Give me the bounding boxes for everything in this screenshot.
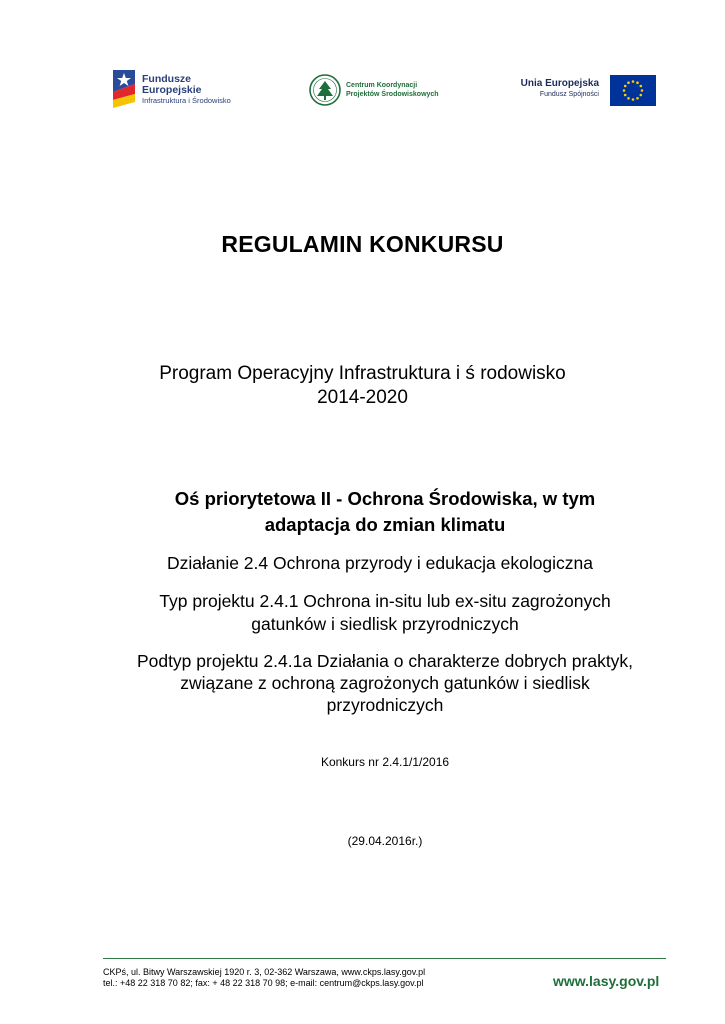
logo-row [0, 68, 725, 116]
fe-logo-line1: Fundusze [142, 73, 191, 85]
footer-website-link[interactable]: www.lasy.gov.pl [553, 973, 660, 989]
eu-logo-line2: Fundusz Spójności [539, 91, 599, 98]
axis-line-1: Oś priorytetowa II - Ochrona Środowiska, w tym [174, 488, 596, 509]
unia-europejska-logo [516, 74, 656, 108]
ckps-tree-icon [309, 74, 341, 106]
contest-number: Konkurs nr 2.4.1/1/2016 [320, 755, 450, 769]
ckps-logo-line1: Centrum Koordynacji [346, 82, 418, 89]
fe-logo-line2: Europejskie [142, 84, 202, 96]
program-line-2: 2014-2020 [317, 387, 408, 408]
project-type [0, 590, 725, 636]
subtype-line-2: związane z ochroną zagrożonych gatunków i siedlisk [180, 673, 590, 693]
priority-axis [0, 486, 725, 538]
type-line-2: gatunków i siedlisk przyrodniczych [251, 614, 519, 634]
program-name [0, 362, 725, 410]
footer-phone-email: tel.: +48 22 318 70 82; fax: + 48 22 318 70 98; e-mail: centrum@ckps.lasy.gov.pl [103, 978, 424, 988]
fundusze-europejskie-logo [113, 70, 263, 112]
ckps-logo-line2: Projektów Środowiskowych [346, 91, 439, 98]
fe-logo-line3: Infrastruktura i Środowisko [142, 96, 231, 105]
document-date: (29.04.2016r.) [347, 834, 423, 848]
document-title: REGULAMIN KONKURSU [221, 231, 504, 257]
subtype-line-1: Podtyp projektu 2.4.1a Działania o charakterze dobrych praktyk, [136, 651, 634, 671]
footer-address: CKPś, ul. Bitwy Warszawskiej 1920 r. 3, 02-362 Warszawa, www.ckps.lasy.gov.pl [103, 967, 426, 977]
subtype-line-3: przyrodniczych [326, 695, 444, 715]
eu-flag-icon [610, 75, 656, 106]
fundusze-europejskie-flag-icon [113, 70, 135, 110]
program-line-1: Program Operacyjny Infrastruktura i ś rodowisko [159, 363, 566, 384]
footer-divider [103, 958, 666, 959]
ckps-logo [309, 74, 479, 108]
eu-logo-line1: Unia Europejska [520, 78, 599, 89]
action-name: Działanie 2.4 Ochrona przyrody i edukacja ekologiczna [166, 553, 594, 573]
project-subtype [0, 650, 725, 716]
footer-contact [103, 967, 425, 989]
type-line-1: Typ projektu 2.4.1 Ochrona in-situ lub ex-situ zagrożonych [159, 591, 611, 611]
axis-line-2: adaptacja do zmian klimatu [264, 514, 506, 535]
